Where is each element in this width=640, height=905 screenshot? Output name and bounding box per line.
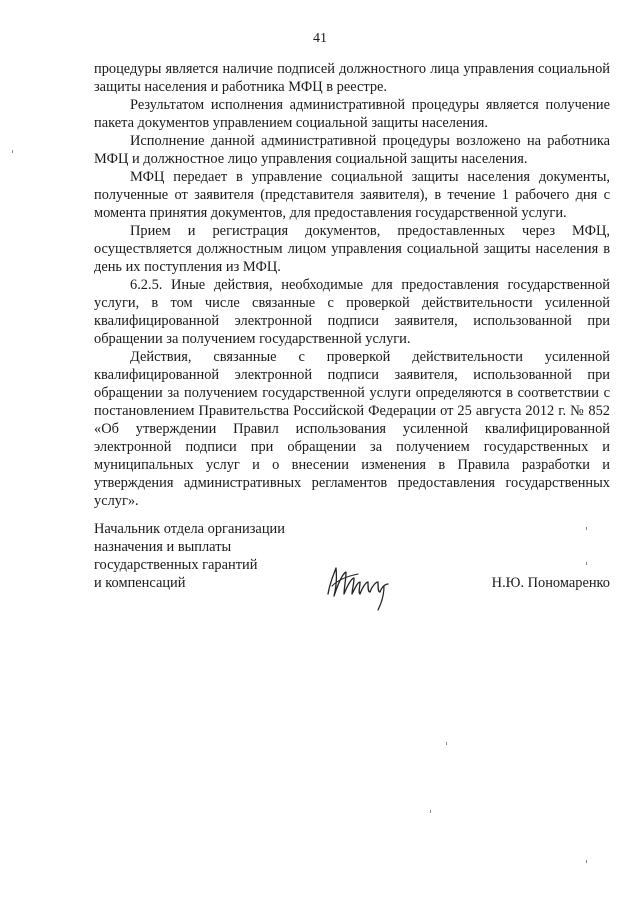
signer-position	[94, 520, 285, 592]
handwritten-signature	[322, 544, 402, 612]
signer-position-line: и компенсаций	[94, 575, 186, 591]
scan-speck	[430, 810, 431, 813]
scan-speck	[12, 150, 13, 153]
signer-position-line: назначения и выплаты	[94, 539, 232, 555]
signature-block	[94, 520, 610, 610]
document-body	[94, 60, 610, 510]
signer-position-line: Начальник отдела организации	[94, 521, 285, 537]
scan-speck	[586, 860, 587, 863]
paragraph: Действия, связанные с проверкой действительности усиленной квалифицированной электронной подписи заявителя, использованной при обращении за получением государственной услуги определяются в соответствии с постановлением Правительства Российской Федерации от 25 августа 2012 г. № 852 «Об утверждении Правил использования усиленной квалифицированной электронной подписи при обращении за получением государственных и муниципальных услуг и о внесении изменения в Правила разработки и утверждения административных регламентов предоставления государственных услуг».	[94, 349, 610, 509]
signer-name: Н.Ю. Пономаренко	[491, 575, 610, 591]
scan-speck	[446, 742, 447, 745]
paragraph: 6.2.5. Иные действия, необходимые для предоставления государственной услуги, в том числе связанные с проверкой действительности усиленной квалифицированной электронной подписи заявителя, использованной при обращении за получением государственной услуги.	[94, 277, 610, 347]
paragraph: Исполнение данной административной процедуры возложено на работника МФЦ и должностное лицо управления социальной защиты населения.	[94, 133, 610, 167]
scan-speck	[586, 562, 587, 565]
signer-position-line: государственных гарантий	[94, 557, 258, 573]
paragraph: Прием и регистрация документов, предоставленных через МФЦ, осуществляется должностным лицом управления социальной защиты населения в день их поступления из МФЦ.	[94, 223, 610, 275]
paragraph: Результатом исполнения административной процедуры является получение пакета документов управлением социальной защиты населения.	[94, 97, 610, 131]
scan-speck	[586, 527, 587, 530]
paragraph: процедуры является наличие подписей должностного лица управления социальной защиты населения и работника МФЦ в реестре.	[94, 61, 610, 95]
paragraph: МФЦ передает в управление социальной защиты населения документы, полученные от заявителя (представителя заявителя), в течение 1 рабочего дня с момента принятия документов, для предоставления государственной услуги.	[94, 169, 610, 221]
page-number: 41	[313, 31, 327, 46]
